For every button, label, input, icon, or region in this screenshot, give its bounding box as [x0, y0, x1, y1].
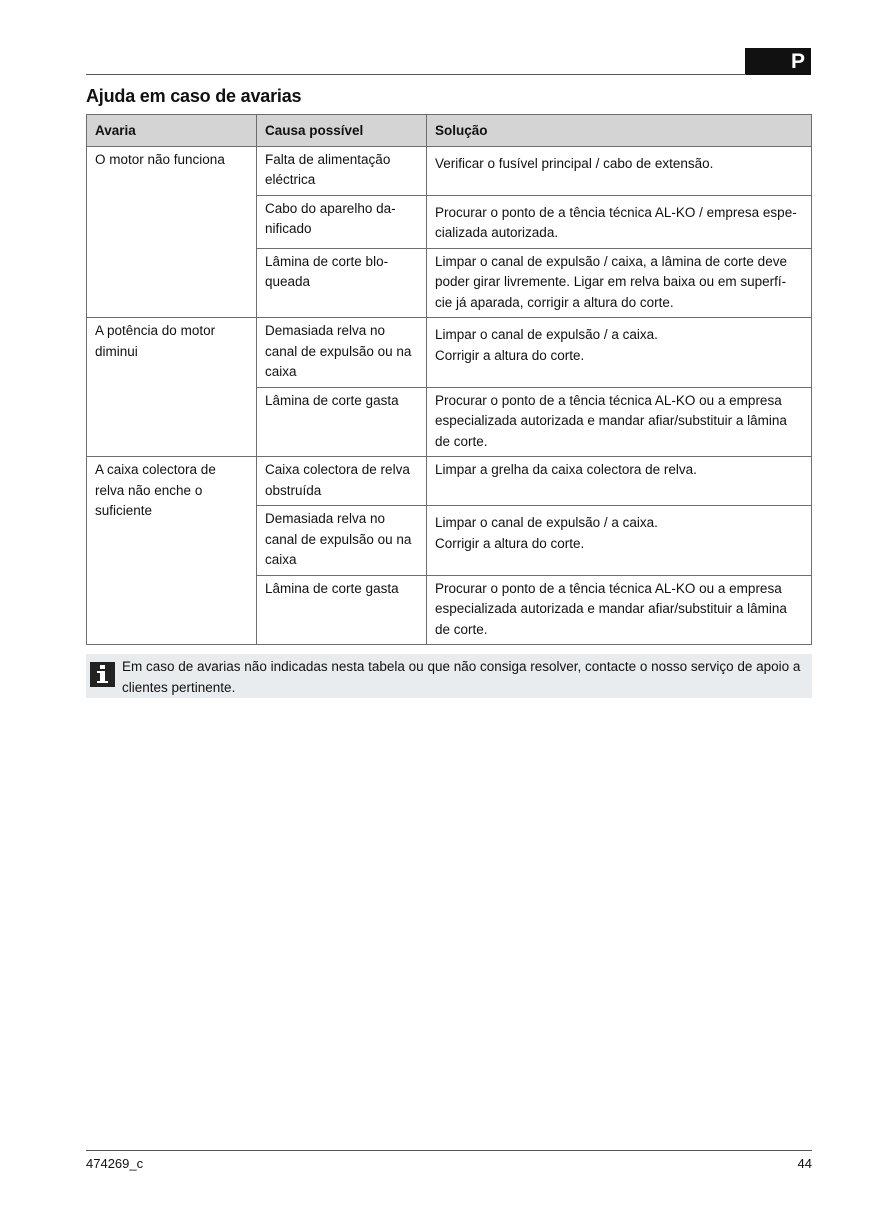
fault-cell: O motor não funciona: [87, 146, 257, 318]
table-row: [87, 146, 812, 195]
solution-line: Corrigir a altura do corte.: [435, 347, 585, 363]
cause-cell: Lâmina de corte gasta: [257, 575, 427, 645]
fault-cell: A caixa colectora de relva não enche o suficiente: [87, 457, 257, 645]
info-note: [86, 654, 812, 698]
cause-cell: Lâmina de corte blo-queada: [257, 248, 427, 318]
info-note-text: Em caso de avarias não indicadas nesta tabela ou que não consiga resolver, contacte o nosso serviço de apoio a clientes pertinente.: [122, 659, 801, 695]
table-row: [87, 318, 812, 388]
solution-cell: Limpar a grelha da caixa colectora de relva.: [427, 457, 812, 506]
table-header-row: [87, 115, 812, 147]
fault-cell: A potência do motor diminui: [87, 318, 257, 457]
info-icon: [90, 662, 115, 687]
header-solucao: Solução: [427, 115, 812, 147]
troubleshooting-table: [86, 114, 812, 645]
solution-cell: Limpar o canal de expulsão / caixa, a lâmina de corte deve poder girar livremente. Ligar em relva baixa ou em superfí-cie já aparada, corrigir a altura do corte.: [427, 248, 812, 318]
bottom-divider: [86, 1150, 812, 1151]
cause-cell: Demasiada relva no canal de expulsão ou na caixa: [257, 506, 427, 576]
solution-cell: [427, 506, 812, 576]
cause-cell: Lâmina de corte gasta: [257, 387, 427, 457]
top-divider: [86, 74, 746, 75]
cause-cell: Caixa colectora de relva obstruída: [257, 457, 427, 506]
page-number: 44: [797, 1156, 812, 1171]
solution-line: Corrigir a altura do corte.: [435, 535, 585, 551]
document-code: 474269_c: [86, 1156, 144, 1171]
language-tab: P: [745, 48, 811, 75]
solution-cell: Procurar o ponto de a tência técnica AL-KO ou a empresa especializada autorizada e mandar afiar/substituir a lâmina de corte.: [427, 575, 812, 645]
page-title: Ajuda em caso de avarias: [86, 86, 302, 106]
header-avaria: Avaria: [87, 115, 257, 147]
solution-line: Limpar o canal de expulsão / a caixa.: [435, 515, 658, 530]
solution-cell: Verificar o fusível principal / cabo de extensão.: [427, 146, 812, 195]
cause-cell: Cabo do aparelho da-nificado: [257, 195, 427, 248]
cause-cell: Demasiada relva no canal de expulsão ou na caixa: [257, 318, 427, 388]
solution-line: Limpar o canal de expulsão / a caixa.: [435, 327, 658, 342]
cause-cell: Falta de alimentação eléctrica: [257, 146, 427, 195]
solution-cell: [427, 318, 812, 388]
solution-cell: Procurar o ponto de a tência técnica AL-KO ou a empresa especializada autorizada e mandar afiar/substituir a lâmina de corte.: [427, 387, 812, 457]
table-row: [87, 457, 812, 506]
solution-cell: Procurar o ponto de a tência técnica AL-KO / empresa espe-cializada autorizada.: [427, 195, 812, 248]
header-causa: Causa possível: [257, 115, 427, 147]
